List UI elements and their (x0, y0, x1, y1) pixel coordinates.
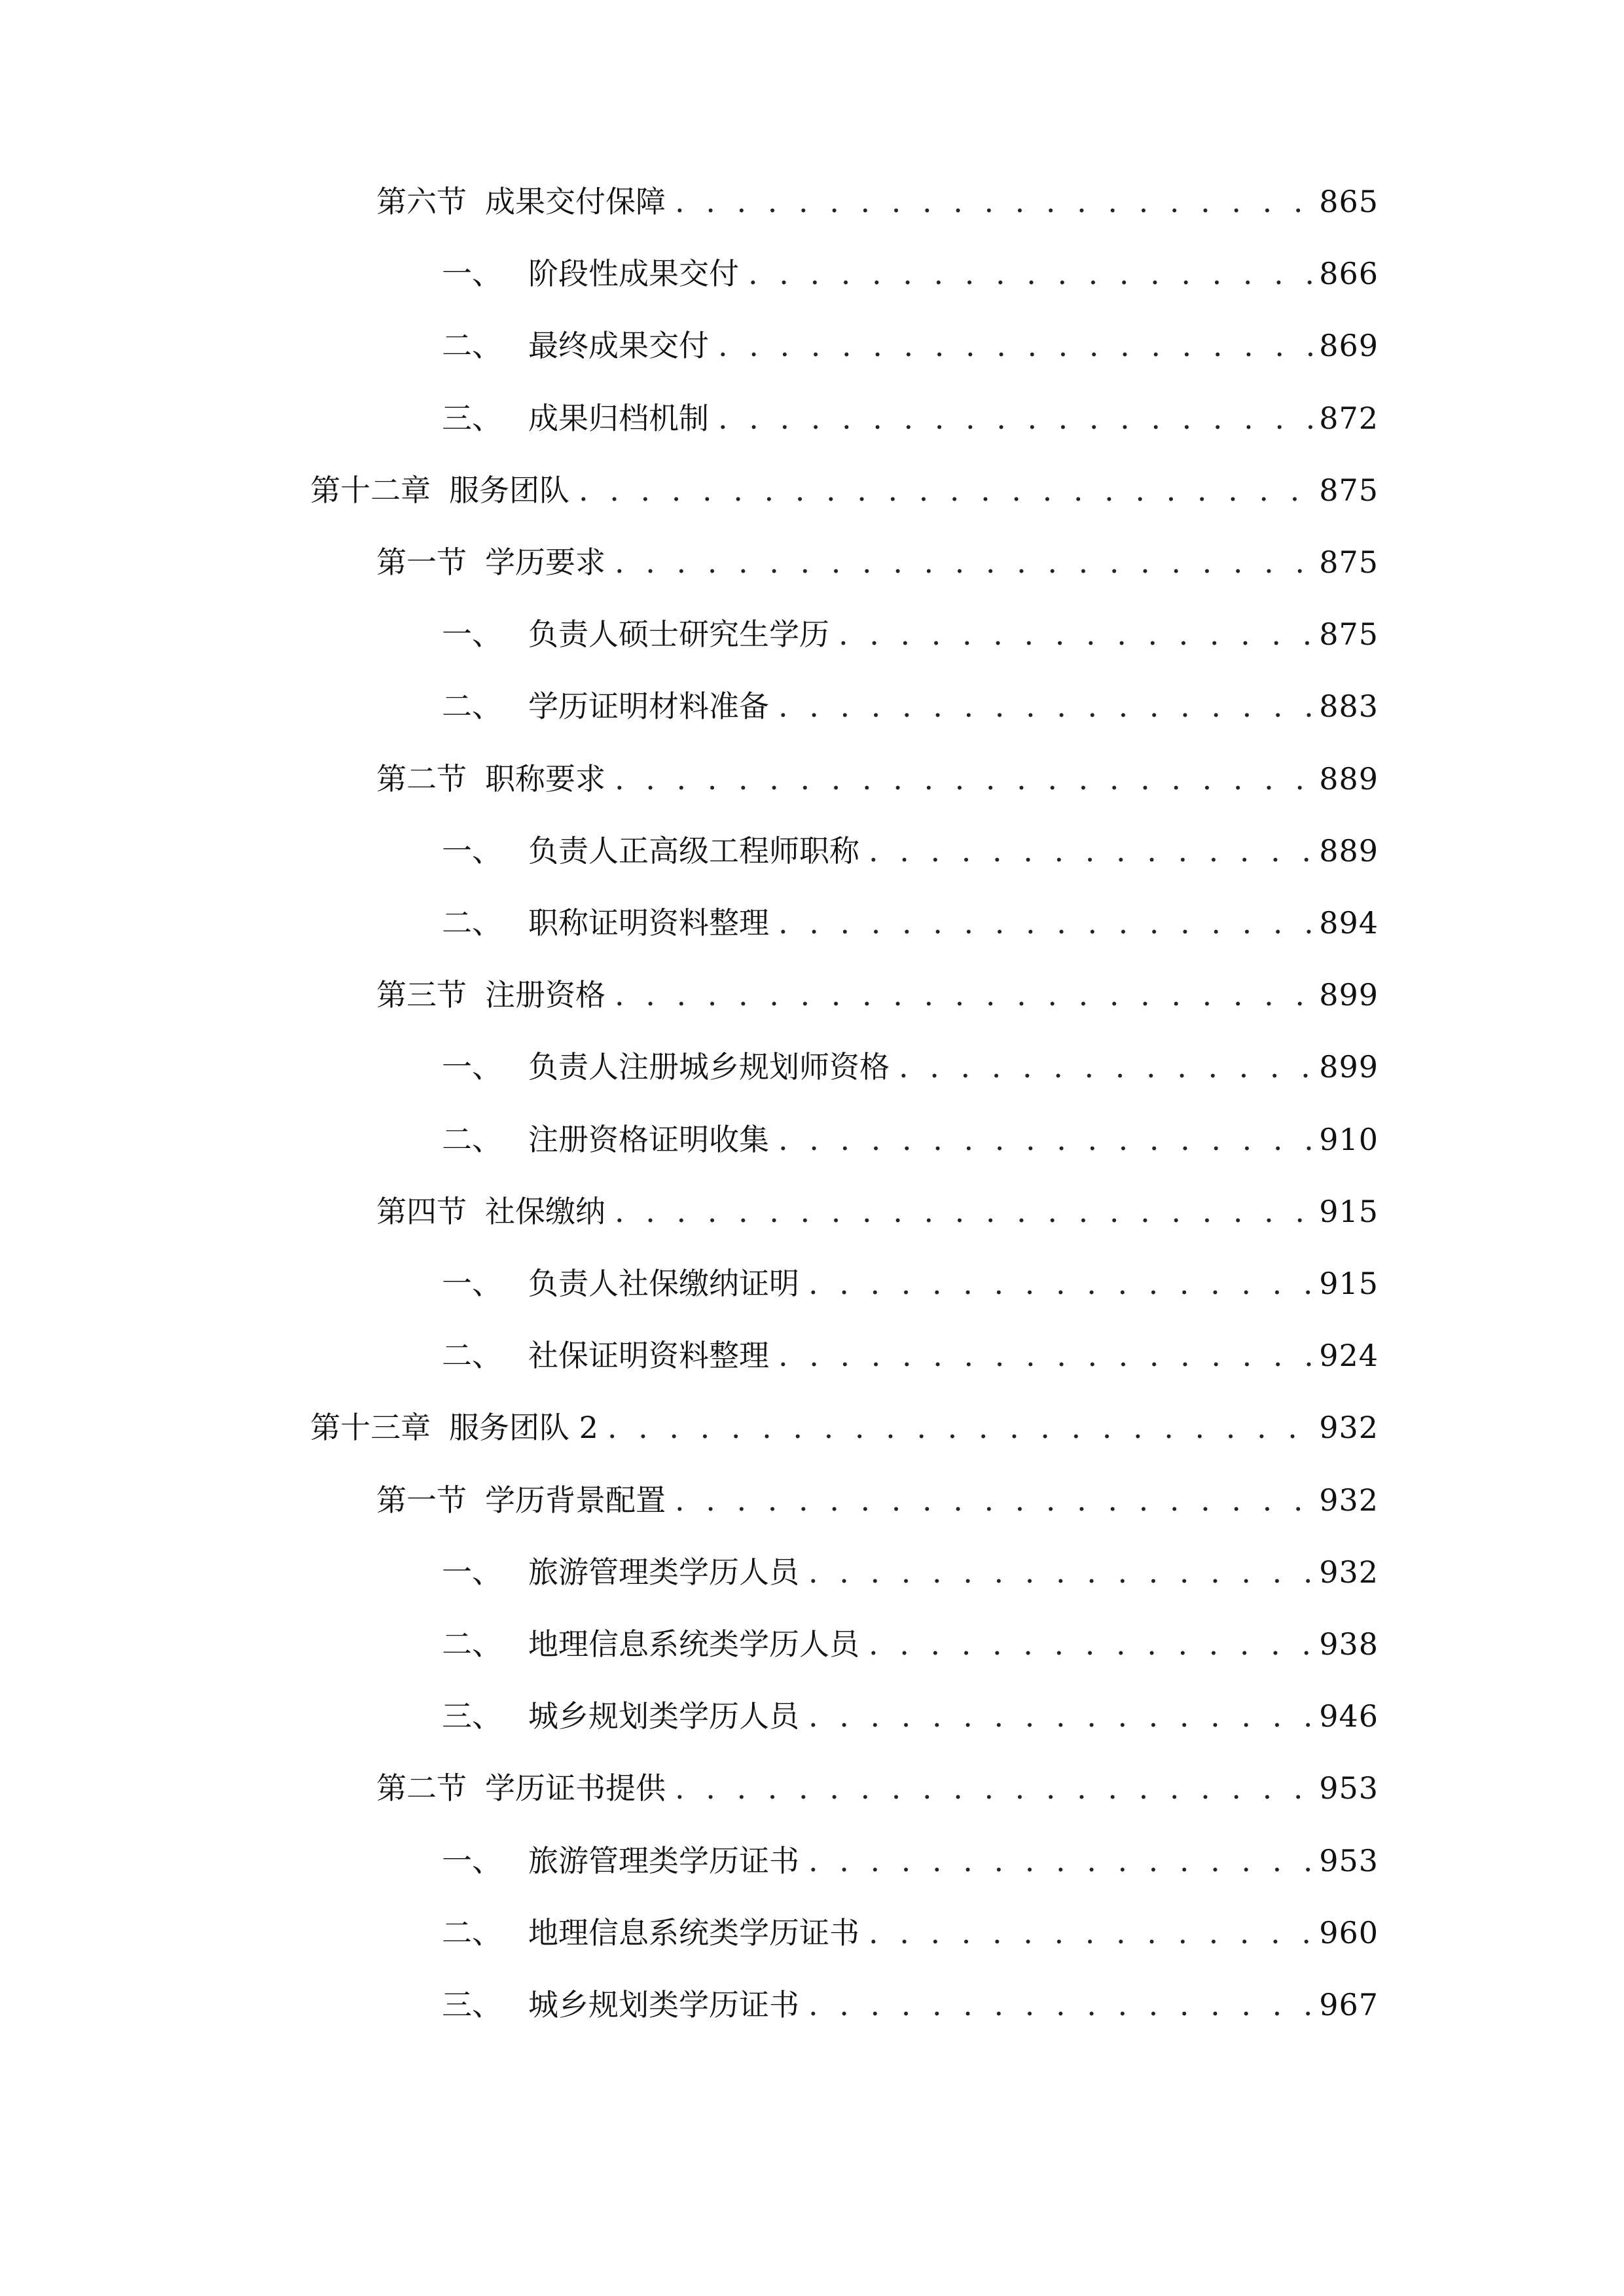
toc-entry-label (376, 175, 666, 228)
toc-entry-page-number: 915 (1319, 1266, 1379, 1301)
toc-entry[interactable] (442, 1546, 1379, 1598)
dot-leader (718, 319, 1312, 372)
toc-entry-title: 地理信息系统类学历人员 (528, 1626, 859, 1662)
dot-leader (778, 1329, 1312, 1382)
toc-entry[interactable] (442, 1329, 1379, 1382)
toc-entry-page-number: 894 (1319, 905, 1379, 941)
toc-entry-title: 负责人硕士研究生学历 (528, 617, 829, 653)
toc-entry[interactable] (442, 1979, 1379, 2031)
toc-entry-number: 一、 (442, 256, 502, 292)
toc-entry-page-number: 872 (1319, 400, 1379, 436)
toc-entry-title: 社保证明资料整理 (528, 1338, 769, 1374)
toc-entry[interactable] (310, 464, 1379, 516)
toc-entry-number: 第一节 (376, 545, 467, 580)
toc-entry-number: 二、 (442, 689, 502, 725)
dot-leader (718, 392, 1312, 444)
toc-entry-page-number: 866 (1319, 256, 1379, 292)
toc-entry-title: 旅游管理类学历人员 (528, 1554, 799, 1590)
toc-entry-title: 注册资格 (485, 977, 605, 1013)
toc-entry-label (376, 536, 605, 588)
toc-entry[interactable] (442, 1690, 1379, 1742)
dot-leader (869, 1618, 1312, 1670)
toc-entry-page-number: 869 (1319, 328, 1379, 364)
toc-entry-number: 一、 (442, 1266, 502, 1301)
toc-entry-number: 第六节 (376, 184, 467, 219)
toc-entry-label (310, 1401, 598, 1454)
toc-entry[interactable] (376, 1474, 1379, 1526)
toc-entry-page-number: 932 (1319, 1554, 1379, 1590)
toc-entry-title: 地理信息系统类学历证书 (528, 1914, 859, 1950)
toc-entry[interactable] (442, 392, 1379, 444)
toc-entry-label (442, 825, 859, 877)
toc-entry-number: 二、 (442, 905, 502, 941)
toc-entry-title: 学历证书提供 (485, 1770, 666, 1806)
toc-entry-label (442, 1618, 859, 1670)
toc-entry-label (442, 1979, 799, 2031)
dot-leader (808, 1546, 1312, 1598)
toc-entry-number: 二、 (442, 328, 502, 364)
toc-entry-page-number: 875 (1319, 472, 1379, 508)
toc-entry-title: 职称证明资料整理 (528, 905, 769, 941)
toc-entry[interactable] (442, 1257, 1379, 1310)
toc-entry-number: 第四节 (376, 1193, 467, 1229)
dot-leader (899, 1041, 1312, 1093)
toc-entry-title: 成果归档机制 (528, 400, 709, 436)
toc-entry-title: 服务团队 (449, 472, 569, 508)
toc-entry[interactable] (442, 1907, 1379, 1959)
toc-entry-title: 学历要求 (485, 545, 605, 580)
toc-entry-page-number: 883 (1319, 689, 1379, 725)
toc-entry-number: 第二节 (376, 1770, 467, 1806)
toc-entry-title: 负责人正高级工程师职称 (528, 833, 859, 869)
toc-entry[interactable] (376, 969, 1379, 1021)
toc-entry-label (442, 1041, 890, 1093)
toc-entry-page-number: 875 (1319, 617, 1379, 653)
toc-entry-label (442, 608, 829, 660)
toc-entry-label (442, 1835, 799, 1887)
dot-leader (808, 1979, 1312, 2031)
toc-entry-page-number: 953 (1319, 1770, 1379, 1806)
toc-entry-number: 一、 (442, 833, 502, 869)
toc-entry[interactable] (376, 1185, 1379, 1238)
toc-entry[interactable] (376, 536, 1379, 588)
toc-entry[interactable] (442, 1041, 1379, 1093)
toc-entry-page-number: 889 (1319, 761, 1379, 797)
toc-entry[interactable] (376, 753, 1379, 805)
toc-entry-title: 注册资格证明收集 (528, 1121, 769, 1157)
dot-leader (615, 536, 1312, 588)
toc-entry-label (442, 1113, 769, 1166)
toc-entry-label (442, 897, 769, 949)
dot-leader (615, 753, 1312, 805)
dot-leader (778, 680, 1312, 732)
toc-entry-title: 负责人注册城乡规划师资格 (528, 1049, 890, 1085)
toc-entry[interactable] (376, 175, 1379, 228)
toc-entry-page-number: 932 (1319, 1410, 1379, 1446)
dot-leader (808, 1690, 1312, 1742)
dot-leader (579, 464, 1312, 516)
dot-leader (808, 1257, 1312, 1310)
toc-entry-label (442, 1690, 799, 1742)
toc-entry-page-number: 875 (1319, 545, 1379, 580)
toc-entry-number: 第一节 (376, 1482, 467, 1518)
dot-leader (869, 825, 1312, 877)
toc-entry-number: 三、 (442, 1987, 502, 2022)
dot-leader (748, 247, 1312, 300)
toc-entry-title: 学历证明材料准备 (528, 689, 769, 725)
toc-entry-label (442, 1329, 769, 1382)
toc-entry-label (442, 1907, 859, 1959)
toc-entry-title: 城乡规划类学历证书 (528, 1987, 799, 2022)
toc-entry-title: 职称要求 (485, 761, 605, 797)
toc-entry[interactable] (442, 319, 1379, 372)
dot-leader (607, 1401, 1312, 1454)
dot-leader (675, 1474, 1312, 1526)
toc-entry-label (442, 392, 709, 444)
toc-entry-number: 一、 (442, 1049, 502, 1085)
toc-entry-title: 负责人社保缴纳证明 (528, 1266, 799, 1301)
dot-leader (675, 1762, 1312, 1814)
dot-leader (839, 608, 1312, 660)
toc-entry[interactable] (442, 247, 1379, 300)
dot-leader (778, 1113, 1312, 1166)
toc-entry-number: 一、 (442, 1554, 502, 1590)
toc-entry-number: 一、 (442, 1842, 502, 1878)
dot-leader (808, 1835, 1312, 1887)
toc-entry[interactable] (442, 825, 1379, 877)
toc-entry-page-number: 899 (1319, 977, 1379, 1013)
dot-leader (675, 175, 1312, 228)
toc-entry-title: 成果交付保障 (485, 184, 666, 219)
toc-entry-title: 旅游管理类学历证书 (528, 1842, 799, 1878)
toc-entry[interactable] (376, 1762, 1379, 1814)
toc-entry-label (376, 1185, 605, 1238)
dot-leader (778, 897, 1312, 949)
toc-entry-page-number: 960 (1319, 1914, 1379, 1950)
toc-entry-number: 第三节 (376, 977, 467, 1013)
toc-entry-number: 第十三章 (310, 1410, 431, 1446)
toc-entry-page-number: 899 (1319, 1049, 1379, 1085)
toc-entry-label (442, 680, 769, 732)
toc-entry-page-number: 932 (1319, 1482, 1379, 1518)
toc-entry[interactable] (442, 897, 1379, 949)
toc-entry-page-number: 967 (1319, 1987, 1379, 2022)
toc-entry-title: 最终成果交付 (528, 328, 709, 364)
toc-entry-label (442, 1546, 799, 1598)
toc-entry-page-number: 889 (1319, 833, 1379, 869)
toc-entry-label (442, 319, 709, 372)
toc-entry-title: 阶段性成果交付 (528, 256, 739, 292)
toc-entry-label (376, 1762, 666, 1814)
dot-leader (615, 969, 1312, 1021)
toc-entry[interactable] (442, 1113, 1379, 1166)
toc-entry-page-number: 910 (1319, 1121, 1379, 1157)
toc-entry-number: 第十二章 (310, 472, 431, 508)
toc-entry-page-number: 865 (1319, 184, 1379, 219)
toc-entry-page-number: 938 (1319, 1626, 1379, 1662)
toc-entry-label (376, 753, 605, 805)
toc-entry-title: 城乡规划类学历人员 (528, 1698, 799, 1734)
toc-entry-label (442, 1257, 799, 1310)
toc-entry-number: 一、 (442, 617, 502, 653)
toc-entry-title: 服务团队 2 (449, 1410, 598, 1446)
toc-entry-number: 第二节 (376, 761, 467, 797)
toc-entry-number: 二、 (442, 1914, 502, 1950)
toc-entry-label (442, 247, 739, 300)
toc-entry-label (376, 969, 605, 1021)
toc-entry[interactable] (442, 680, 1379, 732)
toc-entry-page-number: 915 (1319, 1193, 1379, 1229)
toc-entry-number: 三、 (442, 400, 502, 436)
toc-entry-page-number: 946 (1319, 1698, 1379, 1734)
toc-entry-number: 二、 (442, 1338, 502, 1374)
toc-entry[interactable] (442, 1618, 1379, 1670)
toc-entry-label (310, 464, 569, 516)
toc-entry-page-number: 953 (1319, 1842, 1379, 1878)
toc-entry[interactable] (442, 1835, 1379, 1887)
toc-entry-number: 二、 (442, 1121, 502, 1157)
toc-entry-title: 社保缴纳 (485, 1193, 605, 1229)
toc-entry[interactable] (310, 1401, 1379, 1454)
toc-entry-page-number: 924 (1319, 1338, 1379, 1374)
toc-entry-label (376, 1474, 666, 1526)
toc-entry-title: 学历背景配置 (485, 1482, 666, 1518)
dot-leader (869, 1907, 1312, 1959)
toc-entry[interactable] (442, 608, 1379, 660)
toc-entry-number: 三、 (442, 1698, 502, 1734)
dot-leader (615, 1185, 1312, 1238)
toc-entry-number: 二、 (442, 1626, 502, 1662)
